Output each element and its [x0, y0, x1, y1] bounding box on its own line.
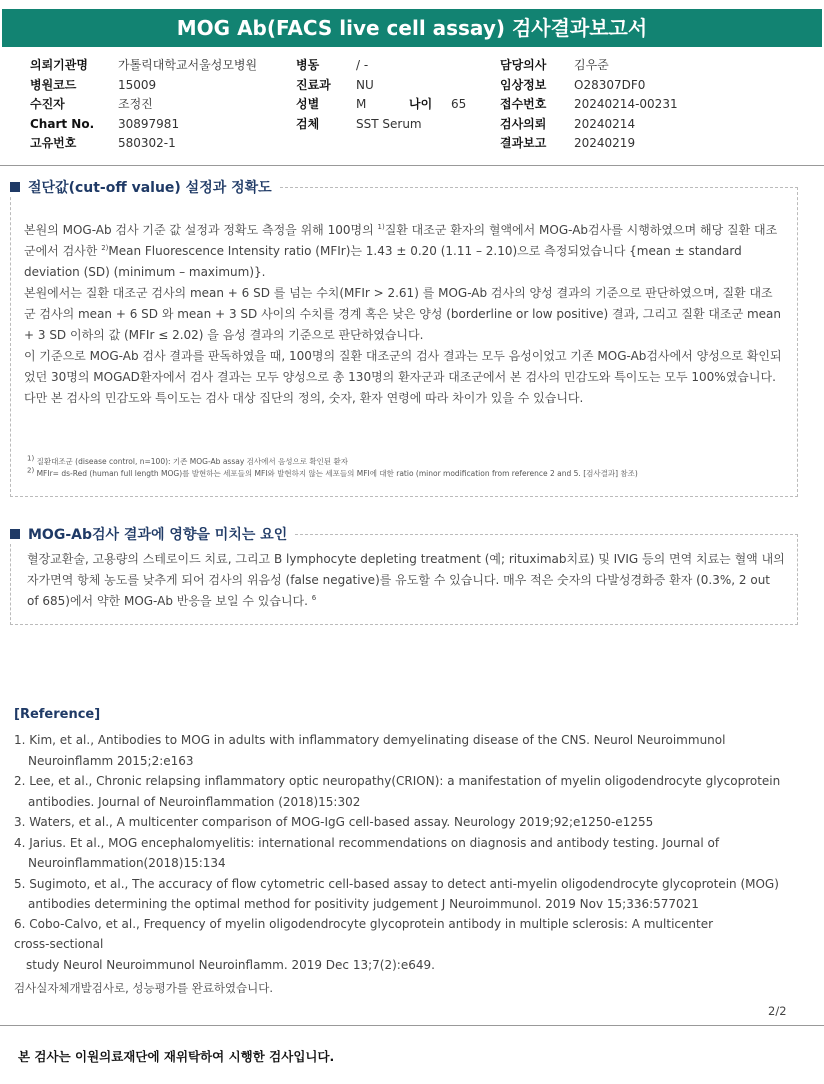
info-value: / -: [356, 58, 369, 72]
patient-info-age: [409, 95, 466, 115]
info-row: [500, 95, 678, 115]
info-row: [296, 95, 422, 115]
info-row: [500, 134, 678, 154]
reference-list: [14, 730, 804, 915]
info-value: 가톨릭대학교서울성모병원: [118, 58, 258, 72]
square-bullet-icon: [10, 182, 20, 192]
reference-item: 2. Lee, et al., Chronic relapsing inflammatory optic neuropathy(CRION): a manifestation of myelin oligodendrocyte glycoprotein antibodies. Journal of Neuroinflammation (2018)15:302: [14, 774, 781, 809]
cutoff-paragraph-3: 이 기준으로 MOG-Ab 검사 결과를 판독하였을 때, 100명의 질환 대조군의 검사 결과는 모두 음성이었고 기존 MOG-Ab검사에서 양성으로 확인되었던 30명의 MOGAD환자에서 검사 결과는 모두 양성으로 총 130명의 환자군과 대조군에서 본 검사의 민감도와 특이도는 모두 100%였습니다. 다만 본 검사의 민감도와 특이도는 검사 대상 집단의 정의, 숫자, 환자 연령에 따라 차이가 있을 수 있습니다.: [24, 349, 782, 405]
info-row: [30, 115, 257, 135]
patient-info-col4: [500, 56, 678, 154]
cutoff-paragraph-2: 본원에서는 질환 대조군 검사의 mean + 6 SD 를 넘는 수치(MFIr > 2.61) 를 MOG-Ab 검사의 양성 결과의 기준으로 판단하였으며, 질환 대조군 검사의 mean + 6 SD 와 mean + 3 SD 사이의 수치를 경계 혹은 낮은 양성 (borderline or low positive) 결과, 그리고 질환 대조군 mean + 3 SD 이하의 값 (MFIr ≤ 2.02) 을 음성 결과의 기준으로 판단하였습니다.: [24, 286, 782, 342]
footer-statement: 본 검사는 이원의료재단에 재위탁하여 시행한 검사입니다.: [18, 1049, 335, 1064]
info-value: M: [356, 97, 367, 111]
info-row: [500, 56, 678, 76]
info-value: 30897981: [118, 116, 180, 131]
patient-info-col2: [296, 56, 422, 135]
cutoff-section-heading: [10, 177, 278, 197]
text: Mean Fluorescence Intensity ratio (MFIr)는 1.43 ± 0.20 (1.11 – 2.10)으로 측정되었습니다 {mean ± standard deviation (SD) (minimum – maximum)}.: [24, 244, 742, 279]
info-row: [30, 56, 257, 76]
info-label: 검사의뢰: [500, 116, 547, 131]
text: 본원의 MOG-Ab 검사 기준 값 설정과 정확도 측정을 위해 100명의: [24, 223, 374, 237]
reference-mark: 6: [311, 594, 317, 602]
info-label: 담당의사: [500, 58, 547, 72]
footnote-2: [27, 468, 787, 480]
info-row: [30, 76, 257, 96]
square-bullet-icon: [10, 529, 20, 539]
info-label: 수진자: [30, 97, 65, 111]
footnote-mark: 1): [27, 454, 35, 463]
footer-divider: [0, 1025, 824, 1026]
reference-item: 4. Jarius. Et al., MOG encephalomyelitis: international recommendations on diagnosis and antibody testing. Journal of Neuroinflammation(2018)15:134: [14, 835, 720, 870]
heading-text: 절단값(cut-off value) 설정과 정확도: [28, 180, 272, 196]
reference-item: 5. Sugimoto, et al., The accuracy of flow cytometric cell-based assay to detect anti-myelin oligodendrocyte glycoprotein (MOG) antibodies determining the optimal method for positivity judgement J Neuroimmunol. 2019 Nov 15;336:577021: [14, 876, 779, 911]
text: 질환 대조군 환자의 혈액에서 MOG-Ab검사를 시행하였으며 해당 질환 대조군에서 검사한: [24, 223, 778, 258]
reference-item: 1. Kim, et al., Antibodies to MOG in adults with inflammatory demyelinating disease of the CNS. Neurol Neuroimmunol Neuroinflamm 2015;2:e163: [14, 733, 726, 768]
info-value: 김우준: [574, 58, 609, 72]
page-number: 2/2: [768, 1004, 787, 1018]
info-value: NU: [356, 77, 374, 92]
info-value: 15009: [118, 77, 157, 92]
info-value: 20240219: [574, 136, 636, 150]
info-row: [500, 115, 678, 135]
reference-item-6-line-2: cross-sectional: [14, 937, 104, 951]
patient-info-col1: [30, 56, 257, 154]
info-row: [30, 134, 257, 154]
header-divider: [0, 165, 824, 166]
validation-note: 검사실자체개발검사로, 성능평가를 완료하였습니다.: [14, 981, 274, 995]
info-row: [296, 115, 422, 135]
info-label: 검체: [296, 117, 320, 131]
info-row: [296, 56, 422, 76]
cutoff-section-box: [10, 187, 798, 497]
footnote-1: [27, 456, 787, 468]
info-label: 진료과: [296, 77, 331, 92]
info-row: [500, 76, 678, 96]
factors-paragraph: [27, 549, 785, 612]
info-label: Chart No.: [30, 116, 95, 131]
info-label: 접수번호: [500, 97, 547, 111]
heading-text: MOG-Ab검사 결과에 영향을 미치는 요인: [28, 527, 288, 543]
report-title: MOG Ab(FACS live cell assay) 검사결과보고서: [2, 9, 822, 47]
info-value: O28307DF0: [574, 77, 646, 92]
info-label: 의뢰기관명: [30, 58, 88, 72]
text: MFIr= ds-Red (human full length MOG)를 발현하는 세포들의 MFI와 발현하지 않는 세포들의 MFI에 대한 ratio (minor modification from reference 2 and 5. [검사결과] 참조): [36, 469, 638, 478]
info-row: [30, 95, 257, 115]
reference-item-6-line-3: study Neurol Neuroimmunol Neuroinflamm. 2019 Dec 13;7(2):e649.: [26, 958, 435, 972]
info-row: [409, 95, 466, 115]
info-row: [296, 76, 422, 96]
cutoff-paragraph-1: [24, 220, 784, 283]
info-value: 조정진: [118, 97, 153, 111]
reference-item-6-line-1: 6. Cobo-Calvo, et al., Frequency of myelin oligodendrocyte glycoprotein antibody in multiple sclerosis: A multicenter: [14, 917, 714, 931]
text: 질환대조군 (disease control, n=100): 기존 MOG-Ab assay 검사에서 음성으로 확인된 환자: [36, 457, 348, 466]
reference-title: [Reference]: [14, 707, 101, 722]
info-value: 20240214: [574, 116, 636, 131]
factors-section-heading: [10, 524, 293, 544]
info-label: 임상정보: [500, 77, 547, 92]
info-label: 성별: [296, 97, 320, 111]
footnote-mark: 2): [27, 466, 35, 475]
footnote-mark: 2): [101, 244, 109, 252]
info-label: 병원코드: [30, 77, 77, 92]
info-label: 결과보고: [500, 136, 547, 150]
info-label: 병동: [296, 58, 320, 72]
info-value: 580302-1: [118, 136, 176, 150]
info-label: 나이: [409, 97, 433, 111]
text: 혈장교환술, 고용량의 스테로이드 치료, 그리고 B lymphocyte depleting treatment (예; rituximab치료) 및 IVIG 등의 면역 치료는 혈액 내의 자가면역 항체 농도를 낮추게 되어 검사의 위음성 (false negative)를 유도할 수 있습니다. 매우 적은 숫자의 다발성경화증 환자 (0.3%, 2 out of 685)에서 약한 MOG-Ab 반응을 보일 수 있습니다.: [27, 552, 785, 608]
info-value: SST Serum: [356, 117, 422, 131]
factors-section-box: [10, 534, 798, 625]
info-label: 고유번호: [30, 136, 77, 150]
info-value: 65: [451, 97, 467, 111]
reference-item: 3. Waters, et al., A multicenter comparison of MOG-IgG cell-based assay. Neurology 2019;92;e1250-e1255: [14, 815, 654, 829]
footnote-mark: 1): [377, 223, 385, 231]
info-value: 20240214-00231: [574, 97, 678, 111]
